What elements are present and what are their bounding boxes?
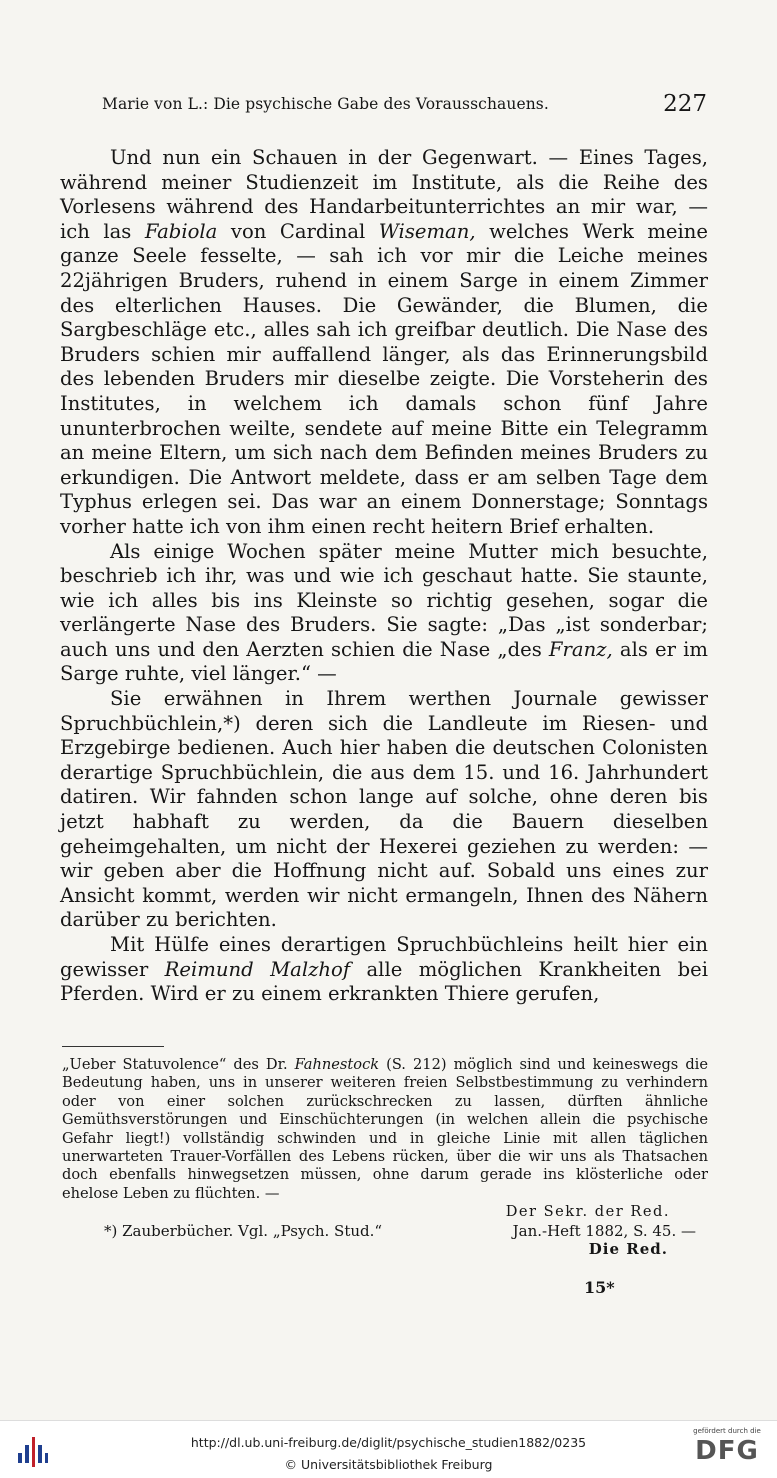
footnote-1-text-a: „Ueber Statuvolence“ des Dr.	[62, 1056, 295, 1073]
name-reimund-malzhof: Reimund Malzhof	[164, 957, 351, 981]
footnote-1	[62, 1056, 708, 1203]
permalink-url[interactable]: http://dl.ub.uni-freiburg.de/diglit/psychische_studien1882/0235	[190, 1435, 587, 1450]
footnote-1-signature-row	[62, 1203, 708, 1221]
dfg-wordmark: DFG	[695, 1436, 759, 1466]
author-wiseman: Wiseman,	[378, 219, 476, 243]
sheet-signature-mark: 15*	[584, 1278, 615, 1297]
footnote-1-signature: Der Sekr. der Red.	[505, 1203, 670, 1221]
footnote-rule	[62, 1046, 164, 1047]
running-title: Marie von L.: Die psychische Gabe des Vorausschauens.	[102, 95, 549, 113]
name-franz: Franz,	[548, 637, 613, 661]
footnotes	[62, 1056, 708, 1258]
footnote-2-text-a: *) Zauberbücher. Vgl. „Psych. Stud.“	[104, 1221, 383, 1240]
paragraph-1-text-a: Und nun ein Schauen in der Gegenwart. — Eines Tages, während meiner Studienzeit im Institute, als die Reihe des Vorlesens während des Handarbeitunterrichtes an mir war, — ich las	[60, 146, 708, 243]
paragraph-2-text-b: als er im Sarge ruhte, viel länger.“ —	[60, 637, 708, 686]
footnote-1-text-b: (S. 212) möglich sind und keineswegs die Bedeutung haben, uns in unserer weiteren freien Selbstbestimmung zu verhindern oder von einer solchen zurückschrecken zu lassen, dürften ähnliche Gemüthsverstörungen und Einschüchterungen (in welchen allein die psychische Gefahr liegt!) vollständig schwinden und in gleiche Linie mit allen täglichen unerwarteten Trauer-Vorfällen des Lebens rücken, über die wir uns als Thatsachen doch ebenfalls hinwegsetzen müssen, ohne darum gerade ins klösterliche oder ehelose Leben zu flüchten. —	[62, 1056, 708, 1202]
paragraph-4-text-b: alle möglichen Krankheiten bei Pferden. Wird er zu einem erkrankten Thiere gerufen,	[60, 957, 708, 1006]
paragraph-2-text-a: Als einige Wochen später meine Mutter mich besuchte, beschrieb ich ihr, was und wie ich geschaut hatte. Sie staunte, wie ich alles bis ins Kleinste so richtig gesehen, sogar die verlängerte Nase des Bruders. Sie sagte: „Das „ist sonderbar; auch uns und den Aerzten schien die Nase „des	[60, 539, 708, 661]
paragraph-1-text-c: welches Werk meine ganze Seele fesselte, — sah ich vor mir die Leiche meines 22jährigen Bruders, ruhend in einem Sarge in einem Zimmer des elterlichen Hauses. Die Gewänder, die Blumen, die Sargbeschläge etc., alles sah ich greifbar deutlich. Die Nase des Bruders schien mir auffallend länger, als das Erinnerungsbild des lebenden Bruders mir dieselbe zeigte. Die Vorsteherin des Institutes, in welchem ich damals schon fünf Jahre ununterbrochen weilte, sendete auf meine Bitte ein Telegramm an meine Eltern, um sich nach dem Befinden meines Bruders zu erkundigen. Die Antwort meldete, dass er am selben Tage dem Typhus erlegen sei. Das war an einem Donnerstage; Sonntags vorher hatte ich von ihm einen recht heitern Brief erhalten.	[60, 219, 708, 538]
footnote-2	[104, 1222, 708, 1240]
paragraph-4-text-a: Mit Hülfe eines derartigen Spruchbüchleins heilt hier ein gewisser	[60, 933, 708, 981]
paragraph-3: Sie erwähnen in Ihrem werthen Journale gewisser Spruchbüchlein,*) deren sich die Landleute im Riesen- und Erzgebirge bedienen. Auch hier haben die deutschen Colonisten derartige Spruchbüchlein, die aus dem 15. und 16. Jahrhundert datiren. Wir fahnden schon lange auf solche, ohne deren bis jetzt habhaft zu werden, da die Bauern dieselben geheimgehalten, um nicht der Hexerei geziehen zu werden: — wir geben aber die Hoffnung nicht auf. Sobald uns eines zur Ansicht kommt, werden wir nicht ermangeln, Ihnen des Nähern darüber zu berichten.	[60, 687, 708, 932]
footer-bar	[0, 1420, 777, 1478]
paragraph-2	[60, 540, 708, 688]
footnote-2-signature: Die Red.	[588, 1240, 668, 1259]
copyright-notice: © Universitätsbibliothek Freiburg	[284, 1457, 493, 1472]
footnote-2-text-b: Jan.-Heft 1882, S. 45. —	[512, 1221, 696, 1240]
running-head	[102, 92, 707, 118]
name-fahnestock: Fahnestock	[294, 1056, 380, 1073]
page-number: 227	[663, 91, 707, 117]
paragraph-1-text-b: von Cardinal	[217, 219, 379, 243]
paragraph-4	[60, 933, 708, 1007]
book-title-fabiola: Fabiola	[144, 219, 218, 243]
dfg-funding-note: gefördert durch die	[693, 1427, 761, 1435]
body-text	[60, 146, 708, 1007]
dfg-logo	[687, 1427, 767, 1466]
paragraph-1	[60, 146, 708, 540]
